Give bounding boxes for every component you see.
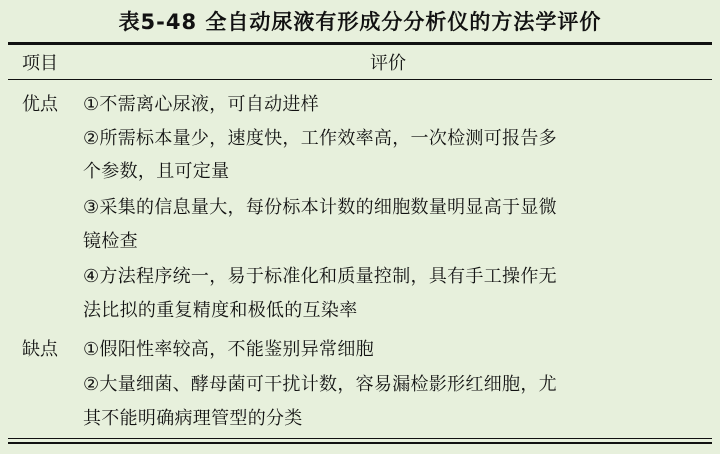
row-label-disadvantages: 缺点 bbox=[22, 339, 58, 360]
table-row-line: ②大量细菌、酵母菌可干扰计数，容易漏检影形红细胞，尤 bbox=[83, 374, 557, 395]
header-evaluation: 评价 bbox=[370, 53, 406, 74]
table-row-line: 个参数，且可定量 bbox=[83, 161, 230, 182]
table-bottom-rule bbox=[8, 438, 712, 439]
table-title: 表5-48 全自动尿液有形成分分析仪的方法学评价 bbox=[118, 10, 602, 34]
row-label-advantages: 优点 bbox=[22, 94, 58, 115]
table-top-rule bbox=[8, 42, 712, 45]
table-row-line: ②所需标本量少，速度快，工作效率高，一次检测可报告多 bbox=[83, 128, 557, 149]
table-row-line: 镜检查 bbox=[83, 231, 138, 252]
table-row-line: ①不需离心尿液，可自动进样 bbox=[83, 94, 320, 115]
table-row-line: 法比拟的重复精度和极低的互染率 bbox=[83, 300, 358, 321]
table-bottom-rule-thick bbox=[8, 442, 712, 444]
header-item: 项目 bbox=[22, 53, 58, 74]
table-row-line: 其不能明确病理管型的分类 bbox=[83, 408, 303, 429]
table-row-line: ③采集的信息量大，每份标本计数的细胞数量明显高于显微 bbox=[83, 197, 557, 218]
table-header-rule bbox=[8, 79, 712, 80]
table-row-line: ④方法程序统一，易于标准化和质量控制，具有手工操作无 bbox=[83, 266, 557, 287]
table-row-line: ①假阳性率较高，不能鉴别异常细胞 bbox=[83, 339, 374, 360]
